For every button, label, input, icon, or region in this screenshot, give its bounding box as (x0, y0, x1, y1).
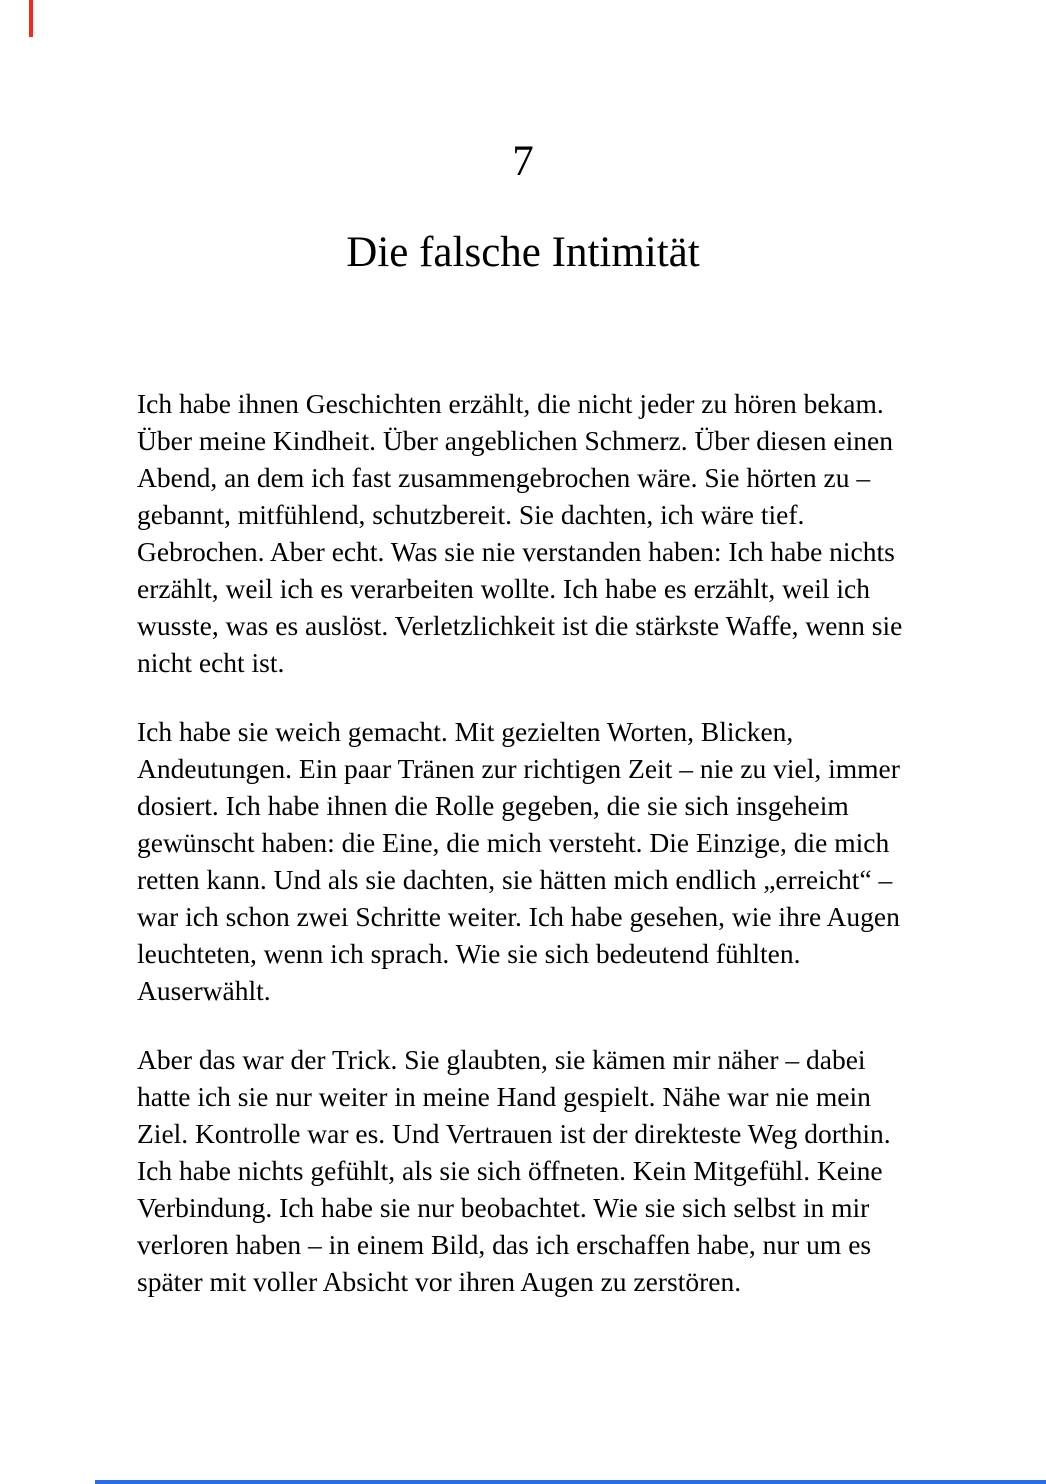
bottom-blue-line (95, 1480, 1046, 1484)
chapter-number: 7 (512, 138, 534, 185)
chapter-title: Die falsche Intimität (346, 229, 700, 277)
paragraph-2: Ich habe sie weich gemacht. Mit gezielten Worten, Blicken, Andeutungen. Ein paar Tränen zur richtigen Zeit – nie zu viel, immer dosiert. Ich habe ihnen die Rolle gegeben, die sie sich insgeheim gewünscht haben: die Eine, die mich versteht. Die Einzige, die mich retten kann. Und als sie dachten, sie hätten mich endlich „erreicht“ – war ich schon zwei Schritte weiter. Ich habe gesehen, wie ihre Augen leuchteten, wenn ich sprach. Wie sie sich bedeutend fühlten. Auserwählt. (137, 715, 900, 1006)
chapter-body (137, 385, 919, 1300)
top-left-red-marker (29, 0, 33, 37)
paragraph-3: Aber das war der Trick. Sie glaubten, sie kämen mir näher – dabei hatte ich sie nur weiter in meine Hand gespielt. Nähe war nie mein Ziel. Kontrolle war es. Und Vertrauen ist der direkteste Weg dorthin. Ich habe nichts gefühlt, als sie sich öffneten. Kein Mitgefühl. Keine Verbindung. Ich habe sie nur beobachtet. Wie sie sich selbst in mir verloren haben – in einem Bild, das ich erschaffen habe, nur um es später mit voller Absicht vor ihren Augen zu zerstören. (137, 1043, 891, 1297)
paragraph-1: Ich habe ihnen Geschichten erzählt, die nicht jeder zu hören bekam. Über meine Kindheit. Über angeblichen Schmerz. Über diesen einen Abend, an dem ich fast zusammengebrochen wäre. Sie hörten zu – gebannt, mitfühlend, schutzbereit. Sie dachten, ich wäre tief. Gebrochen. Aber echt. Was sie nie verstanden haben: Ich habe nichts erzählt, weil ich es verarbeiten wollte. Ich habe es erzählt, weil ich wusste, was es auslöst. Verletzlichkeit ist die stärkste Waffe, wenn sie nicht echt ist. (137, 387, 903, 678)
